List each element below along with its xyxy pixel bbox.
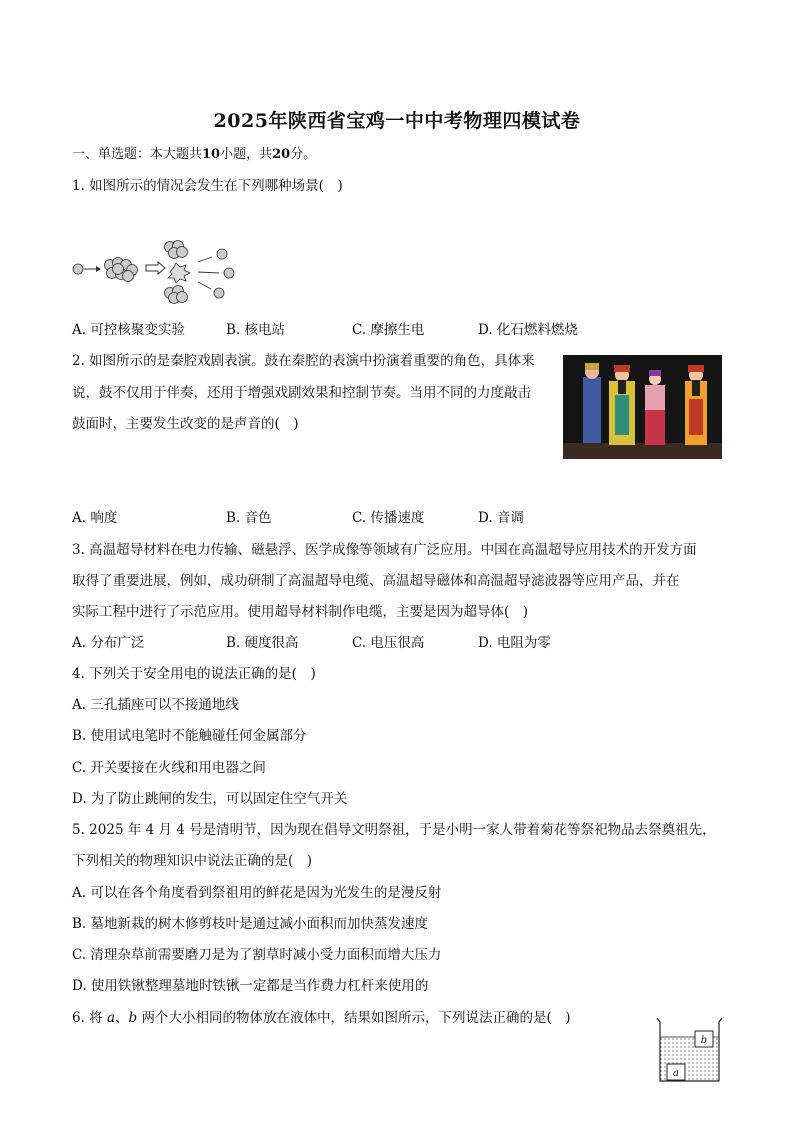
performer-1	[583, 363, 601, 443]
option-b[interactable]: B. 音色	[226, 510, 272, 526]
nucleus-cluster	[105, 258, 138, 282]
question-1-stem: 1. 如图所示的情况会发生在下列哪种场景( )	[72, 178, 343, 194]
section-header: 一、单选题：本大题共10小题，共20分。	[72, 147, 317, 162]
option-a[interactable]: A. 可以在各个角度看到祭祖用的鲜花是因为光发生的是漫反射	[72, 885, 442, 901]
total-score: 20	[272, 147, 291, 162]
question-1-nuclear-figure	[70, 236, 240, 306]
question-count: 10	[202, 147, 221, 162]
option-d[interactable]: D. 化石燃料燃烧	[478, 322, 578, 338]
option-b[interactable]: B. 硬度很高	[226, 635, 299, 651]
fragment-top	[165, 241, 188, 259]
option-c[interactable]: C. 清理杂草前需要磨刀是为了割草时减小受力面积而增大压力	[72, 947, 442, 963]
question-2-line-2: 说，鼓不仅用于伴奏，还用于增强戏剧效果和控制节奏。当用不同的力度敲击	[72, 385, 531, 401]
option-a[interactable]: A. 分布广泛	[72, 635, 145, 651]
question-3-line-3: 实际工程中进行了示范应用。使用超导材料制作电缆，主要是因为超导体( )	[72, 604, 529, 620]
qinqiang-opera-photo	[563, 355, 722, 459]
option-d[interactable]: D. 为了防止跳闸的发生，可以固定住空气开关	[72, 791, 348, 807]
question-5-line-1: 5. 2025 年 4 月 4 号是清明节，因为现在倡导文明祭祖，于是小明一家人带着菊花等祭祀物品去祭奠祖先，	[72, 822, 716, 838]
option-c[interactable]: C. 传播速度	[352, 510, 425, 526]
question-4-stem: 4. 下列关于安全用电的说法正确的是( )	[72, 666, 316, 682]
question-6-liquid-figure	[648, 1010, 723, 1085]
option-c[interactable]: C. 电压很高	[352, 635, 425, 651]
option-d[interactable]: D. 音调	[478, 510, 524, 526]
neutron-circle	[73, 264, 83, 274]
question-3-line-1: 3. 高温超导材料在电力传输、磁悬浮、医学成像等领域有广泛应用。中国在高温超导应用技术的开发方面	[72, 542, 697, 558]
label-b: b	[700, 1035, 708, 1046]
fragment-bottom	[165, 286, 188, 304]
option-a[interactable]: A. 三孔插座可以不接通地线	[72, 697, 239, 713]
option-d[interactable]: D. 使用铁锹整理墓地时铁锹一定都是当作费力杠杆来使用的	[72, 978, 429, 994]
option-a[interactable]: A. 响度	[72, 510, 118, 526]
question-3-line-2: 取得了重要进展，例如，成功研制了高温超导电缆、高温超导磁体和高温超导滤波器等应用产品，并在	[72, 573, 680, 589]
question-5-line-2: 下列相关的物理知识中说法正确的是( )	[72, 853, 313, 869]
option-b[interactable]: B. 核电站	[226, 322, 286, 338]
question-2-line-3: 鼓面时，主要发生改变的是声音的( )	[72, 416, 299, 432]
option-a[interactable]: A. 可控核聚变实验	[72, 322, 185, 338]
energy-burst	[168, 263, 190, 283]
option-d[interactable]: D. 电阻为零	[478, 635, 551, 651]
option-b[interactable]: B. 使用试电笔时不能触碰任何金属部分	[72, 728, 307, 744]
question-2-line-1: 2. 如图所示的是秦腔戏剧表演。鼓在秦腔的表演中扮演着重要的角色，具体来	[72, 353, 535, 369]
label-a: a	[673, 1068, 679, 1079]
option-c[interactable]: C. 开关要接在火线和用电器之间	[72, 760, 266, 776]
exam-title: 2025年陕西省宝鸡一中中考物理四模试卷	[213, 110, 581, 132]
option-b[interactable]: B. 墓地新栽的树木修剪枝叶是通过减小面积而加快蒸发速度	[72, 916, 429, 932]
question-6-stem: 6. 将 a、b 两个大小相同的物体放在液体中，结果如图所示，下列说法正确的是( )	[72, 1010, 571, 1026]
option-c[interactable]: C. 摩擦生电	[352, 322, 425, 338]
